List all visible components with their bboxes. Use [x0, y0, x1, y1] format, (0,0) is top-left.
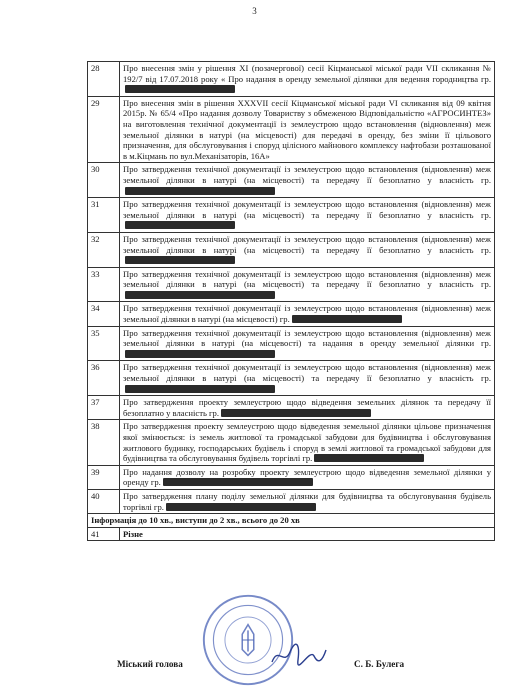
- agenda-info-row: [88, 514, 495, 528]
- agenda-row: [88, 96, 495, 163]
- agenda-item-number: 28: [88, 62, 120, 97]
- mayor-name: С. Б. Булега: [354, 659, 405, 669]
- agenda-item-number: 34: [88, 302, 120, 326]
- agenda-item-text-cell: [120, 232, 495, 267]
- agenda-item-text: Про затвердження технічної документації із землеустрою щодо встановлення (відновлення) меж земельної ділянки в натурі (на місцевості) та передачу її безоплатно у власність гр.: [123, 362, 491, 384]
- agenda-row: [88, 420, 495, 465]
- agenda-item-text: Про затвердження технічної документації із землеустрою щодо встановлення (відновлення) меж земельної ділянки в натурі (на місцевості) та передачу її безоплатно у власність гр.: [123, 233, 491, 255]
- redacted-name: [292, 315, 402, 323]
- agenda-item-text-cell: [120, 326, 495, 361]
- agenda-row: [88, 267, 495, 302]
- agenda-item-text-cell: [120, 96, 495, 163]
- agenda-item-text-cell: [120, 267, 495, 302]
- agenda-item-text: Про затвердження технічної документації із землеустрою щодо встановлення (відновлення) меж земельної ділянки в натурі (на місцевості) та надання в оренду земельної ділянки гр.: [123, 327, 491, 349]
- agenda-row: [88, 465, 495, 489]
- agenda-item-text-cell: [120, 420, 495, 465]
- agenda-item-number: 33: [88, 267, 120, 302]
- agenda-item-text: Про затвердження технічної документації із землеустрою щодо встановлення (відновлення) меж земельної ділянки в натурі (на місцевості) та передачу її безоплатно у власність гр.: [123, 199, 491, 220]
- agenda-item-number: 39: [88, 465, 120, 489]
- agenda-item-number: 30: [88, 163, 120, 198]
- agenda-item-number: 36: [88, 361, 120, 396]
- agenda-info-text: Інформація до 10 хв., виступи до 2 хв., всього до 20 хв: [88, 514, 495, 528]
- redacted-name: [166, 503, 316, 511]
- agenda-item-text-cell: [120, 361, 495, 396]
- agenda-item-number: 40: [88, 489, 120, 513]
- agenda-item-text: Про затвердження технічної документації із землеустрою щодо встановлення (відновлення) меж земельної ділянки в натурі (на місцевості) та передачу її безоплатно у власність гр.: [123, 268, 491, 290]
- agenda-row: [88, 62, 495, 97]
- redacted-name: [125, 256, 235, 264]
- agenda-row: [88, 198, 495, 233]
- agenda-item-text: Про затвердження плану поділу земельної ділянки для будівництва та обслуговування будівель торгівлі гр.: [123, 490, 491, 512]
- redacted-name: [221, 409, 371, 417]
- agenda-item-text-cell: [120, 396, 495, 420]
- agenda-item-number: 29: [88, 96, 120, 163]
- agenda-row: [88, 163, 495, 198]
- agenda-item-text: Про внесення змін в рішення XXXVII сесії Кіцманської міської ради VI скликання від 09 квітня 2015р. № 65/4 «Про надання дозволу Товариству з обмеженою Відповідальністю «АГРОСИНТЕЗ» на виготовлення технічної документації із землеустрою щодо встановлення (відновлення) меж земельної ділянки в натурі (на місцевості) для передачі в оренду, без зміни її цільового призначення, для обслуговування і споруд цілісного майнового комплексу нафтобази розташованої в м.Кіцмань по вул.Механізаторів, 16А»: [123, 97, 491, 161]
- mayor-title: Міський голова: [117, 659, 183, 669]
- agenda-item-text: Різне: [120, 527, 495, 541]
- agenda-row: [88, 527, 495, 541]
- agenda-table: [87, 61, 495, 541]
- redacted-name: [125, 350, 275, 358]
- agenda-item-text-cell: [120, 198, 495, 233]
- agenda-row: [88, 326, 495, 361]
- redacted-name: [125, 385, 275, 393]
- agenda-item-number: 31: [88, 198, 120, 233]
- redacted-name: [125, 291, 275, 299]
- redacted-name: [125, 221, 235, 229]
- agenda-item-text: Про внесення змін у рішення XI (позачергової) сесії Кіцманської міської ради VII скликання № 192/7 від 17.07.2018 року « Про надання в оренду земельної ділянки для ведення городництва гр.: [123, 63, 491, 84]
- agenda-item-text-cell: [120, 302, 495, 326]
- redacted-name: [125, 187, 275, 195]
- agenda-row: [88, 232, 495, 267]
- page-number: 3: [252, 6, 257, 16]
- agenda-row: [88, 361, 495, 396]
- agenda-item-text-cell: [120, 62, 495, 97]
- agenda-item-text: Про затвердження проекту землеустрою щодо відведення земельної ділянки цільове призначення якої змінюється: із земель житлової та громадської забудови для будівництва і обслуговування житлового будинку, господарських будівель і споруд в землі житлової та громадської забудови для будівництва та обслуговування будівель торгівлі гр.: [123, 421, 491, 464]
- agenda-item-number: 35: [88, 326, 120, 361]
- agenda-item-text: Про затвердження проекту землеустрою щодо відведення земельних ділянок та передачу її безоплатно у власність гр.: [123, 397, 491, 418]
- redacted-name: [125, 85, 235, 93]
- agenda-item-text-cell: [120, 465, 495, 489]
- agenda-item-number: 41: [88, 527, 120, 541]
- agenda-item-text: Про надання дозволу на розробку проекту землеустрою щодо відведення земельної ділянки у оренду гр.: [123, 466, 491, 488]
- agenda-item-text: Про затвердження технічної документації із землеустрою щодо встановлення (відновлення) меж земельної ділянки в натурі (на місцевості) гр.: [123, 303, 491, 325]
- agenda-item-text: Про затвердження технічної документації із землеустрою щодо встановлення (відновлення) меж земельної ділянки в натурі (на місцевості) та передачу її безоплатно у власність гр.: [123, 164, 491, 185]
- agenda-row: [88, 489, 495, 513]
- agenda-item-number: 32: [88, 232, 120, 267]
- agenda-item-text-cell: [120, 489, 495, 513]
- redacted-name: [163, 478, 313, 486]
- agenda-item-number: 37: [88, 396, 120, 420]
- agenda-item-text-cell: [120, 163, 495, 198]
- agenda-row: [88, 396, 495, 420]
- redacted-name: [314, 454, 424, 462]
- handwritten-signature-icon: [268, 640, 328, 670]
- agenda-item-number: 38: [88, 420, 120, 465]
- agenda-row: [88, 302, 495, 326]
